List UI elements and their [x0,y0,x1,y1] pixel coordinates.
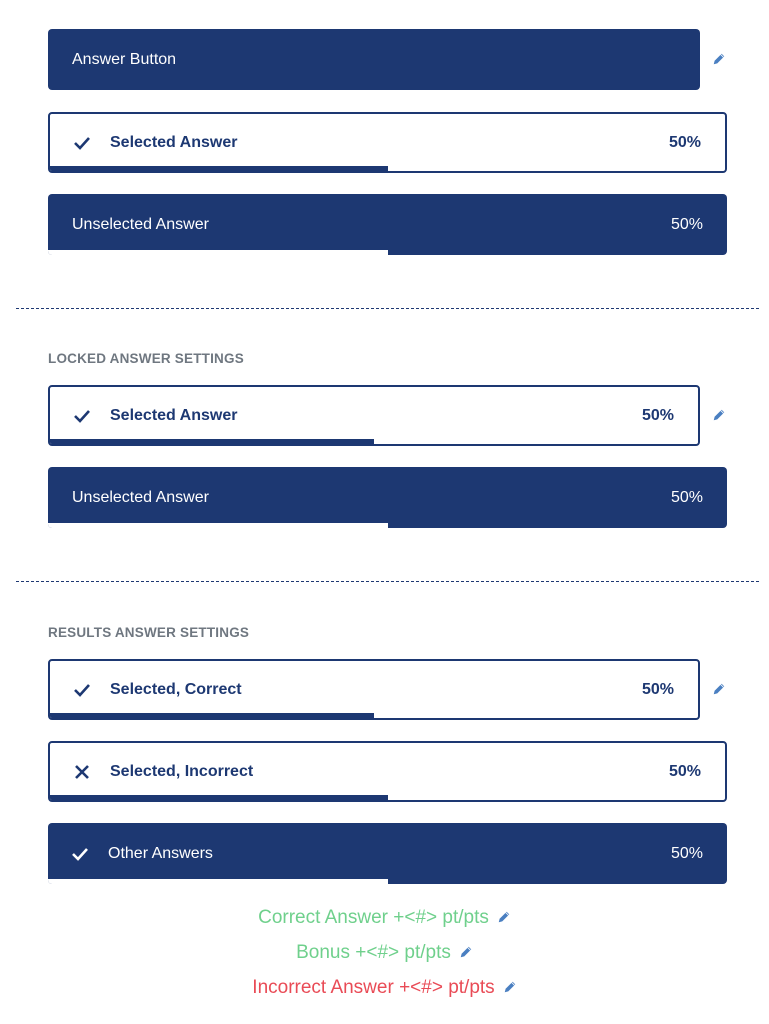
locked-unselected-answer-option[interactable] [48,467,727,528]
selected-correct-label: Selected, Correct [110,680,242,698]
results-settings-heading: RESULTS ANSWER SETTINGS [48,625,250,640]
unselected-answer-percent: 50% [670,215,703,233]
locked-unselected-answer-label: Unselected Answer [72,488,209,506]
progress-bar [48,879,388,884]
answer-button-label: Answer Button [72,50,177,68]
selected-incorrect-percent: 50% [668,762,701,780]
unselected-answer-option[interactable] [48,194,727,255]
section-divider [16,308,759,309]
progress-bar [50,439,374,444]
selected-incorrect-option[interactable] [48,741,727,802]
progress-bar [50,166,388,171]
answer-button[interactable] [48,29,700,90]
correct-points-line [0,907,769,929]
edit-pencil-icon[interactable] [459,945,473,959]
locked-settings-heading: LOCKED ANSWER SETTINGS [48,351,244,366]
progress-bar [50,713,374,718]
locked-selected-answer-option[interactable] [48,385,700,446]
incorrect-points-text: Incorrect Answer +<#> pt/pts [252,977,495,998]
incorrect-points-line [0,977,769,999]
check-icon [70,844,90,864]
check-icon [72,680,92,700]
progress-bar [48,250,388,255]
locked-selected-answer-percent: 50% [641,406,674,424]
selected-answer-option[interactable] [48,112,727,173]
edit-pencil-icon[interactable] [503,980,517,994]
bonus-points-line [0,942,769,964]
selected-answer-percent: 50% [668,133,701,151]
locked-selected-answer-label: Selected Answer [110,406,238,424]
progress-bar [50,795,388,800]
edit-pencil-icon[interactable] [712,52,726,66]
locked-unselected-answer-percent: 50% [670,488,703,506]
x-icon [72,762,92,782]
other-answers-label: Other Answers [108,844,213,862]
selected-incorrect-label: Selected, Incorrect [110,762,254,780]
edit-pencil-icon[interactable] [497,910,511,924]
edit-pencil-icon[interactable] [712,408,726,422]
check-icon [72,406,92,426]
progress-bar [48,523,388,528]
unselected-answer-label: Unselected Answer [72,215,209,233]
selected-correct-percent: 50% [641,680,674,698]
selected-answer-label: Selected Answer [110,133,238,151]
section-divider [16,581,759,582]
bonus-points-text: Bonus +<#> pt/pts [296,942,451,963]
edit-pencil-icon[interactable] [712,682,726,696]
correct-points-text: Correct Answer +<#> pt/pts [258,907,489,928]
selected-correct-option[interactable] [48,659,700,720]
other-answers-option[interactable] [48,823,727,884]
other-answers-percent: 50% [670,844,703,862]
check-icon [72,133,92,153]
